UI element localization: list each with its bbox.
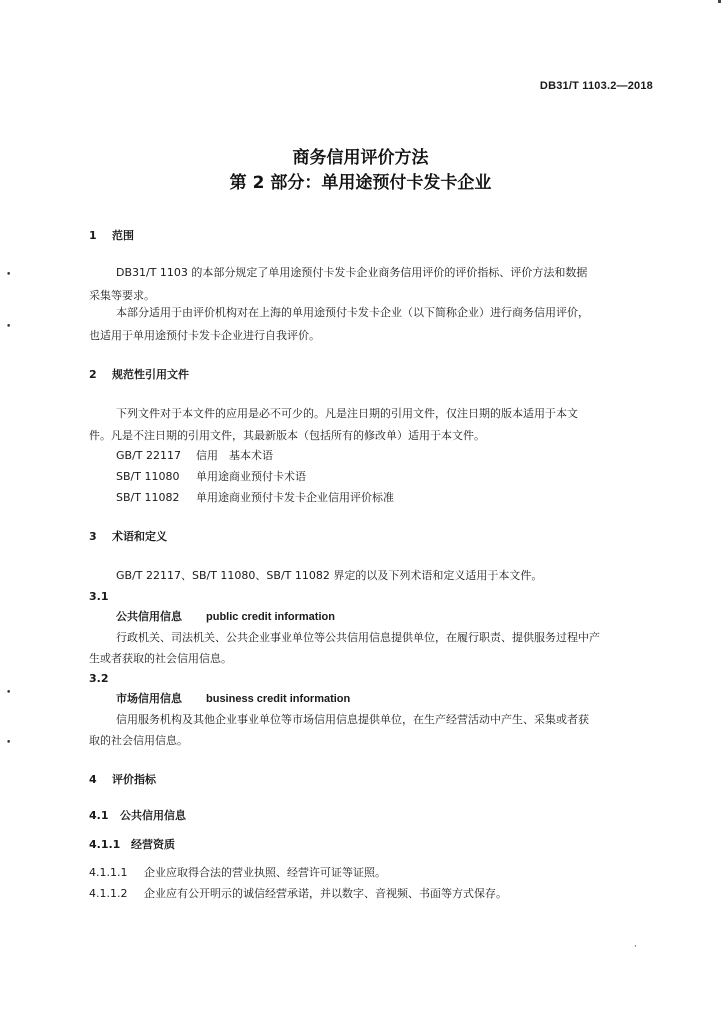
reference-code: SB/T 11082: [116, 491, 180, 504]
section-1-title: 范围: [112, 229, 134, 242]
section-4-1-1-title: 经营资质: [131, 838, 175, 851]
term-3-1-number: 3.1: [89, 590, 109, 603]
clause-4-1-1-1-number: 4.1.1.1: [89, 866, 128, 879]
section-4-number: 4: [89, 773, 97, 786]
scan-speck: •: [6, 738, 12, 748]
reference-code: GB/T 22117: [116, 449, 181, 462]
section-2-number: 2: [89, 368, 97, 381]
term-3-1-english: public credit information: [206, 611, 335, 623]
reference-code: SB/T 11080: [116, 470, 180, 483]
reference-name: 信用 基本术语: [196, 449, 273, 462]
section-1-paragraph-1-cont: 采集等要求。: [89, 289, 155, 302]
term-3-1-definition-cont: 生或者获取的社会信用信息。: [89, 652, 232, 665]
section-2-title: 规范性引用文件: [112, 368, 189, 381]
term-3-2-definition-cont: 取的社会信用信息。: [89, 734, 188, 747]
document-title: 商务信用评价方法: [292, 148, 429, 168]
term-3-1-chinese: 公共信用信息: [116, 610, 182, 623]
section-1-paragraph-2-cont: 也适用于单用途预付卡发卡企业进行自我评价。: [89, 329, 320, 342]
standard-code: DB31/T 1103.2—2018: [539, 80, 653, 92]
section-4-1-1-number: 4.1.1: [89, 838, 121, 851]
term-3-2-number: 3.2: [89, 672, 109, 685]
document-subtitle: 第 2 部分：单用途预付卡发卡企业: [229, 173, 492, 193]
term-3-2-chinese: 市场信用信息: [116, 692, 182, 705]
section-2-paragraph: 下列文件对于本文件的应用是必不可少的。凡是注日期的引用文件，仅注日期的版本适用于本文: [116, 407, 578, 420]
reference-name: 单用途商业预付卡术语: [196, 470, 306, 483]
section-3-paragraph: GB/T 22117、SB/T 11080、SB/T 11082 界定的以及下列术语和定义适用于本文件。: [116, 569, 543, 582]
section-1-number: 1: [89, 229, 97, 242]
section-3-number: 3: [89, 530, 97, 543]
scan-speck: •: [6, 270, 12, 280]
clause-4-1-1-1-text: 企业应取得合法的营业执照、经营许可证等证照。: [144, 866, 386, 879]
scan-speck: •: [6, 688, 12, 698]
section-4-1-number: 4.1: [89, 809, 109, 822]
term-3-2-definition: 信用服务机构及其他企业事业单位等市场信用信息提供单位，在生产经营活动中产生、采集或者获: [116, 713, 589, 726]
scan-speck: •: [6, 322, 12, 332]
scan-speck: ·: [634, 942, 637, 952]
term-3-2-english: business credit information: [206, 693, 351, 705]
section-4-title: 评价指标: [112, 773, 156, 786]
clause-4-1-1-2-number: 4.1.1.2: [89, 887, 128, 900]
section-4-1-title: 公共信用信息: [120, 809, 186, 822]
term-3-1-definition: 行政机关、司法机关、公共企业事业单位等公共信用信息提供单位，在履行职责、提供服务过程中产: [116, 631, 600, 644]
section-1-paragraph-2: 本部分适用于由评价机构对在上海的单用途预付卡发卡企业（以下简称企业）进行商务信用评价，: [116, 306, 589, 319]
clause-4-1-1-2-text: 企业应有公开明示的诚信经营承诺，并以数字、音视频、书面等方式保存。: [144, 887, 507, 900]
section-2-paragraph-cont: 件。凡是不注日期的引用文件，其最新版本（包括所有的修改单）适用于本文件。: [89, 429, 485, 442]
reference-name: 单用途商业预付卡发卡企业信用评价标准: [196, 491, 394, 504]
section-3-title: 术语和定义: [112, 530, 167, 543]
section-1-paragraph-1: DB31/T 1103 的本部分规定了单用途预付卡发卡企业商务信用评价的评价指标、评价方法和数据: [116, 266, 588, 279]
